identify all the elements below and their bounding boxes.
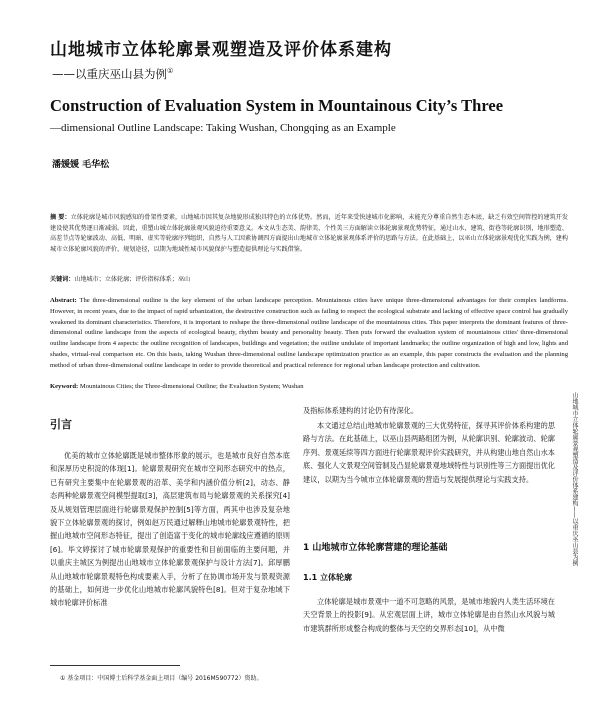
intro-heading: 引言 [50,418,72,431]
section-1-1-paragraph: 立体轮廓是城市景观中一道不可忽略的风景，是城市地貌内人类生活环境在天空背景上的投影[9]。从宏观层面上讲，城市立体轮廓是由自然山水风貌与城市建筑群所形成整合构成的整体与天空的交界形态[10]，从中微 [303,597,555,633]
keywords-cn [50,275,568,285]
side-running-title: 山地城市立体轮廓景观塑造及评价体系建构 [571,392,578,506]
section-1-1-heading: 1.1 立体轮廓 [303,573,352,582]
paper-title: 山地城市立体轮廓景观塑造及评价体系建构 [50,40,392,60]
footnote: ① 基金项目：中国博士后科学基金面上项目（编号 2016M590772）资助。 [60,675,263,682]
section-1-heading: 1 山地城市立体轮廓营建的理论基础 [303,543,448,553]
right-continued-text: 及指标体系建构的讨论仍有待深化。 [303,406,419,415]
subtitle-footnote-mark: ① [167,67,174,76]
intro-paragraph: 优美的城市立体轮廓既是城市整体形象的展示，也是城市良好自然本底和深厚历史积淀的体现[1]。轮廓景观研究在城市空间形态研究中的热点，已有研究主要集中在轮廓景观的沿革、美学和内涵价值分析[2]，动态、静态两种轮廓景观空间模型提取[3]，高层建筑布局与轮廓景观的关系探究[4]及从规划管理层面进行轮廓景观保护控制[5]等方面，两其中也涉及复杂地貌下立体轮廓景观的探讨，例如赵万民通过解释山地城市轮廓景观特性，把握山地城市空间形态特征，提出了创造富于变化的城市轮廓线应遵循的原则[6]。毕文婷探讨了城市轮廓景观保护的重要性和目前面临的主要问题，并以重庆主城区为例提出山地城市立体轮廓景观保护与设计方法[7]。邱厚鹏从山地城市轮廓景观特色构成要素入手，分析了在协调市场开发与景观资源的基础上，如何进一步优化山地城市轮廓风貌特色[8]。但对于复杂地域下城市轮廓评价标准 [50,451,290,608]
abstract-cn-label: 摘 要： [50,214,71,221]
keywords-en [50,382,568,392]
english-title: Construction of Evaluation System in Mountainous City’s Three [50,96,504,115]
abstract-en [50,296,568,372]
side-running-subtitle: ——以重庆巫山县为例 [571,506,578,566]
side-running-head [570,392,590,612]
abstract-en-label: Abstract: [50,297,77,304]
footnote-rule [50,665,180,666]
paper-subtitle [52,66,173,82]
keywords-en-label: Keyword: [50,383,79,390]
abstract-cn [50,213,568,255]
english-subtitle: —dimensional Outline Landscape: Taking Wushan, Chongqing as an Example [50,122,396,134]
abstract-cn-text: 立体轮廓是城市风貌感知的骨架性要素，山地城市因其复杂地貌形成独具特色的立体优势。然而，近年来受快速城市化影响，未能充分尊重自然生态本底，缺乏有效空间管控的建筑开发建设使其优势逐日渐减弱。因此，重塑山城立体轮廓景观风貌迫待重要意义。本文从生态美、韵律美、个性美三方面解读立体轮廓景观优势特征，通过山水、建筑、街巷等轮廓识别，地形塑造、高差节点等轮廓波动、高低、明暗、虚实等轮廓序列组织，自然与人工因素协调四方面提出山地城市立体轮廓景观体系评价的思路与方法。在此基础上，以巫山立体轮廓景观优化实践为例，建构城市立体轮廓风貌的评价、规划途径，以期为地域性城市风貌保护与塑造提供理论与实践借鉴。 [50,214,568,253]
keywords-cn-label: 关键词： [50,276,75,283]
abstract-en-text: The three-dimensional outline is the key element of the urban landscape perception. Mountainous cities have unique three-dimensional advantages for their complex landforms. However, in recent years, due to the impact of rapid urbanization, the destructive construction such as failing to respect the ecological substrate and lacking of effective space control has gradually weakened its dominant characteristics. Therefore, it is important to reshape the three-dimensional outline landscape of the mountainous cities. This paper interprets the dominant features of three-dimensional outline landscape from the aspects of ecological beauty, rhythm beauty and personality beauty. Then puts forward the evaluation system of mountainous cities' three-dimensional outline landscape from 4 aspects: the outline recognition of landscapes, buildings and vegetation; the outline undulate of important landmarks; the outline organization of high and low, lights and shades, virtual-real comparison etc. On this basis, taking Wushan three-dimensional outline landscape optimization practice as an example, this paper constructs the evaluation and the planning method of urban three-dimensional outline landscape in order to provide theoretical and practical reference for regional urban landscape protection and cultivation. [50,297,569,369]
keywords-cn-text: 山地城市；立体轮廓；评价指标体系；巫山 [74,276,191,283]
right-paragraph: 本文通过总结山地城市轮廓景观的三大优势特征，探寻其评价体系构建的思路与方法。在此基础上，以巫山县两路组团为例，从轮廓识别、轮廓波动、轮廓序列、景观延续等四方面进行轮廓景观评价实践研究，并从构建山地自然山水本底、强化人文景观空间管制及凸显轮廓景观地域特性与识别性等三方面提出优化建议，以期为当今城市立体轮廓景观的营造与发展提供理论与实践支持。 [303,421,555,484]
authors: 潘媛媛 毛华松 [52,160,110,170]
subtitle-text: ——以重庆巫山县为例 [52,67,167,81]
keywords-en-text: Mountainous Cities; the Three-dimensional Outline; the Evaluation System; Wushan [79,383,304,390]
